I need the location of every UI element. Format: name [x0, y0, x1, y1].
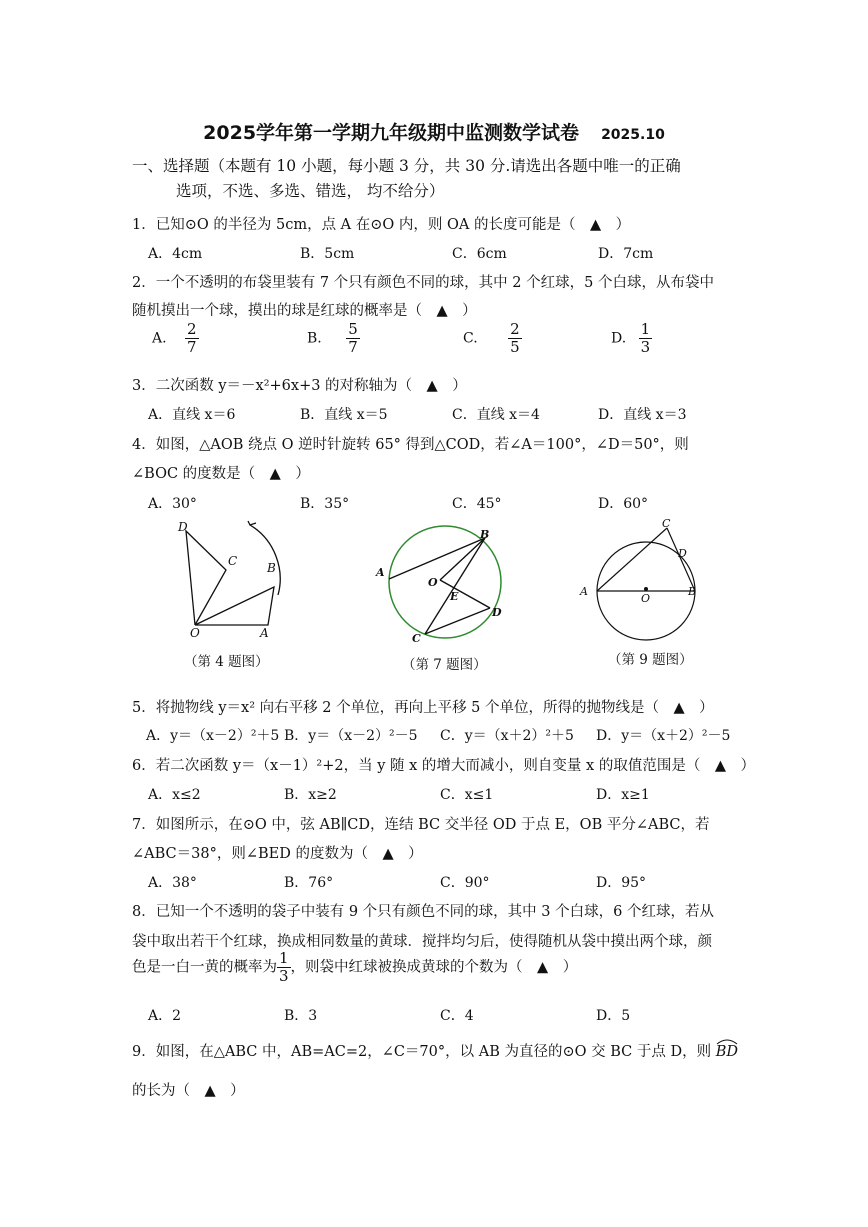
q6-option-b: B．x≥2 [284, 787, 337, 803]
q2-option-c [463, 321, 522, 356]
denominator: 3 [279, 967, 289, 985]
q6-option-a: A．x≤2 [148, 787, 201, 803]
section-heading: 一、选择题（本题有 10 小题，每小题 3 分，共 30 分.请选出各题中唯一的正确 [132, 157, 681, 175]
question-7-line1: 7．如图所示，在⊙O 中，弦 AB∥CD，连结 BC 交半径 OD 于点 E，OB 平分∠ABC，若 [132, 817, 710, 833]
fig7-label-a: A [376, 566, 385, 579]
fig4-label-b: B [267, 561, 276, 575]
q5-option-d: D．y＝（x＋2）²－5 [596, 728, 731, 744]
q2-label-a: A. [152, 330, 167, 347]
question-2-line1: 2．一个不透明的布袋里装有 7 个只有颜色不同的球，其中 2 个红球，5 个白球，从布袋中 [132, 275, 714, 291]
numerator: 1 [640, 320, 651, 338]
question-6-stem: 6．若二次函数 y＝（x－1）²+2，当 y 随 x 的增大而减小，则自变量 x 的取值范围是（ ▲ ） [132, 758, 755, 774]
question-8-line2: 袋中取出若干个红球，换成相同数量的黄球．搅拌均匀后，使得随机从袋中摸出两个球，颜 [132, 934, 712, 950]
denominator: 7 [348, 338, 358, 356]
arc-label: BD [715, 1044, 738, 1060]
arrow-head-icon [248, 521, 256, 525]
q8-option-a: A．2 [148, 1008, 182, 1024]
fig4-label-o: O [190, 626, 200, 640]
q2-fraction-a [185, 321, 199, 356]
q4-option-c: C．45° [452, 496, 502, 512]
fig7-label-c: C [412, 632, 421, 645]
q8-fraction [277, 950, 291, 985]
question-8-line3 [132, 950, 577, 985]
side-ac [597, 528, 667, 591]
q4-option-b: B．35° [300, 496, 350, 512]
chord-cd [425, 608, 490, 634]
q3-option-c: C．直线 x＝4 [452, 407, 540, 423]
q2-option-a [152, 321, 199, 356]
denominator: 5 [510, 338, 520, 356]
q1-option-c: C．6cm [452, 246, 507, 262]
q4-option-a: A．30° [148, 496, 197, 512]
fig9-label-o: O [641, 592, 651, 605]
fig4-label-c: C [228, 554, 238, 568]
q7-option-c: C．90° [440, 875, 490, 891]
question-4-line1: 4．如图，△AOB 绕点 O 逆时针旋转 65° 得到△COD，若∠A＝100°，∠D＝50°，则 [132, 437, 689, 453]
q3-option-a: A．直线 x＝6 [148, 407, 236, 423]
q8-text-a: 色是一白一黄的概率为 [132, 959, 277, 976]
question-9-line2: 的长为（ ▲ ） [132, 1083, 245, 1099]
q9-text: 9．如图，在△ABC 中，AB=AC=2，∠C＝70°，以 AB 为直径的⊙O 交 BC 于点 D，则 [132, 1044, 712, 1060]
question-3-stem: 3．二次函数 y＝－x²+6x+3 的对称轴为（ ▲ ） [132, 378, 467, 394]
question-2-line2: 随机摸出一个球，摸出的球是红球的概率是（ ▲ ） [132, 303, 477, 319]
q7-option-b: B．76° [284, 875, 334, 891]
question-1-stem: 1．已知⊙O 的半径为 5cm，点 A 在⊙O 内，则 OA 的长度可能是（ ▲ ） [132, 217, 631, 233]
q2-option-d [611, 321, 652, 356]
q2-fraction-b [346, 321, 360, 356]
figure-7-caption: （第 7 题图） [402, 657, 487, 673]
q2-fraction-c [508, 321, 522, 356]
triangle-cod [186, 531, 226, 625]
fig7-label-b: B [480, 528, 490, 541]
q5-option-c: C．y＝（x＋2）²＋5 [440, 728, 574, 744]
fig7-label-d: D [492, 606, 502, 619]
fig9-label-d: D [678, 547, 687, 560]
rotation-arrow [250, 525, 280, 595]
q1-option-d: D．7cm [598, 246, 654, 262]
q4-option-d: D．60° [598, 496, 649, 512]
q1-option-a: A．4cm [148, 246, 203, 262]
numerator: 1 [279, 949, 289, 967]
fig9-label-c: C [662, 517, 671, 530]
fig7-label-o: O [428, 576, 438, 589]
q2-label-c: C. [463, 330, 478, 347]
question-5-stem: 5．将抛物线 y＝x² 向右平移 2 个单位，再向上平移 5 个单位，所得的抛物线是（ ▲ ） [132, 700, 714, 716]
triangle-aob [195, 587, 274, 625]
q5-option-a: A．y＝（x－2）²＋5 [146, 728, 280, 744]
q8-text-b: ，则袋中红球被换成黄球的个数为（ ▲ ） [290, 959, 578, 976]
question-7-line2: ∠ABC＝38°，则∠BED 的度数为（ ▲ ） [132, 846, 423, 862]
page-title [0, 118, 868, 145]
exam-title: 2025学年第一学期九年级期中监测数学试卷 [203, 122, 580, 144]
radius-od [440, 580, 490, 608]
denominator: 7 [187, 338, 197, 356]
q8-option-c: C．4 [440, 1008, 474, 1024]
numerator: 5 [348, 320, 358, 338]
question-8-line1: 8．已知一个不透明的袋子中装有 9 个只有颜色不同的球，其中 3 个白球，6 个红球，若从 [132, 904, 714, 920]
q6-option-c: C．x≤1 [440, 787, 494, 803]
figure-9-caption: （第 9 题图） [608, 652, 693, 668]
fig9-label-b: B [688, 585, 697, 598]
q7-option-d: D．95° [596, 875, 647, 891]
q5-option-b: B．y＝（x－2）²－5 [284, 728, 418, 744]
figure-4 [170, 515, 300, 645]
figure-9 [575, 512, 700, 642]
center-point [644, 587, 648, 591]
question-4-line2: ∠BOC 的度数是（ ▲ ） [132, 466, 310, 482]
arc-bd [716, 1044, 738, 1060]
arc-symbol-icon [716, 1037, 738, 1045]
fig4-label-d: D [178, 520, 188, 534]
numerator: 2 [187, 320, 197, 338]
q3-option-d: D．直线 x＝3 [598, 407, 687, 423]
q3-option-b: B．直线 x＝5 [300, 407, 388, 423]
section-heading-cont: 选项，不选、多选、错选， 均不给分） [176, 182, 445, 200]
q1-option-b: B．5cm [300, 246, 355, 262]
question-9-line1 [132, 1040, 738, 1061]
q8-option-b: B．3 [284, 1008, 318, 1024]
exam-date: 2025.10 [601, 127, 665, 143]
q6-option-d: D．x≥1 [596, 787, 650, 803]
numerator: 2 [510, 320, 520, 338]
q8-option-d: D．5 [596, 1008, 631, 1024]
q2-option-b [307, 321, 360, 356]
q2-label-d: D. [611, 330, 627, 347]
figure-4-caption: （第 4 题图） [184, 654, 269, 670]
q2-label-b: B. [307, 330, 322, 347]
fig7-label-e: E [450, 590, 459, 603]
fig4-label-a: A [260, 626, 269, 640]
figure-7 [370, 522, 505, 647]
fig9-label-a: A [580, 585, 588, 598]
q2-fraction-d [639, 321, 653, 356]
q7-option-a: A．38° [148, 875, 197, 891]
denominator: 3 [640, 338, 651, 356]
